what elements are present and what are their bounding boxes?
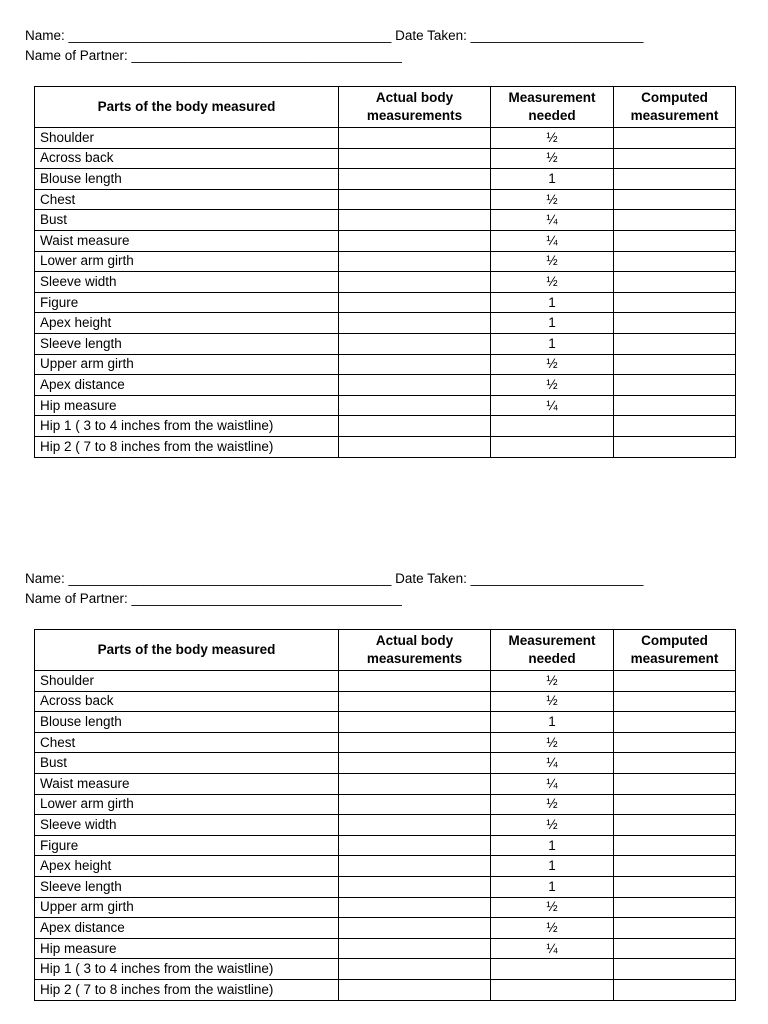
measurement-needed-value: ½ — [491, 671, 614, 692]
measurement-needed-value — [491, 979, 614, 1000]
table-row — [35, 918, 736, 939]
computed-measurement-cell[interactable] — [614, 671, 736, 692]
actual-measurement-cell[interactable] — [339, 732, 491, 753]
computed-measurement-cell[interactable] — [614, 313, 736, 334]
measurement-needed-value — [491, 959, 614, 980]
body-part-label: Apex distance — [35, 375, 339, 396]
table-row — [35, 835, 736, 856]
body-part-label: Hip 1 ( 3 to 4 inches from the waistline) — [35, 416, 339, 437]
table-row — [35, 815, 736, 836]
actual-measurement-cell[interactable] — [339, 313, 491, 334]
measurement-needed-value: 1 — [491, 835, 614, 856]
partner-line[interactable]: Name of Partner: ____________________________________ — [25, 48, 402, 63]
table-row — [35, 691, 736, 712]
actual-measurement-cell[interactable] — [339, 416, 491, 437]
body-part-label: Apex height — [35, 856, 339, 877]
body-part-label: Hip 2 ( 7 to 8 inches from the waistline) — [35, 979, 339, 1000]
actual-measurement-cell[interactable] — [339, 712, 491, 733]
col-header-computed: Computed measurement — [614, 87, 736, 128]
actual-measurement-cell[interactable] — [339, 938, 491, 959]
measurement-needed-value: ¼ — [491, 753, 614, 774]
computed-measurement-cell[interactable] — [614, 333, 736, 354]
computed-measurement-cell[interactable] — [614, 210, 736, 231]
measurement-needed-value: ½ — [491, 148, 614, 169]
table-row — [35, 169, 736, 190]
computed-measurement-cell[interactable] — [614, 712, 736, 733]
measurement-needed-value: ½ — [491, 691, 614, 712]
actual-measurement-cell[interactable] — [339, 897, 491, 918]
computed-measurement-cell[interactable] — [614, 169, 736, 190]
computed-measurement-cell[interactable] — [614, 938, 736, 959]
table-row — [35, 354, 736, 375]
col-header-parts: Parts of the body measured — [35, 630, 339, 671]
measurement-needed-value: ½ — [491, 375, 614, 396]
measurement-table — [34, 86, 736, 458]
computed-measurement-cell[interactable] — [614, 876, 736, 897]
name-date-line[interactable]: Name: ___________________________________________ Date Taken: _______________________ — [25, 28, 644, 43]
partner-line[interactable]: Name of Partner: ____________________________________ — [25, 591, 402, 606]
table-row — [35, 979, 736, 1000]
actual-measurement-cell[interactable] — [339, 691, 491, 712]
table-row — [35, 938, 736, 959]
body-part-label: Chest — [35, 189, 339, 210]
col-header-actual: Actual body measurements — [339, 87, 491, 128]
computed-measurement-cell[interactable] — [614, 794, 736, 815]
col-header-parts: Parts of the body measured — [35, 87, 339, 128]
computed-measurement-cell[interactable] — [614, 753, 736, 774]
body-part-label: Figure — [35, 835, 339, 856]
col-header-computed: Computed measurement — [614, 630, 736, 671]
computed-measurement-cell[interactable] — [614, 416, 736, 437]
actual-measurement-cell[interactable] — [339, 354, 491, 375]
computed-measurement-cell[interactable] — [614, 436, 736, 457]
table-row — [35, 436, 736, 457]
body-part-label: Upper arm girth — [35, 354, 339, 375]
body-part-label: Sleeve width — [35, 815, 339, 836]
computed-measurement-cell[interactable] — [614, 897, 736, 918]
table-row — [35, 375, 736, 396]
body-part-label: Across back — [35, 148, 339, 169]
measurement-needed-value: ½ — [491, 189, 614, 210]
body-part-label: Sleeve width — [35, 272, 339, 293]
table-header-row — [35, 630, 736, 671]
computed-measurement-cell[interactable] — [614, 128, 736, 149]
measurement-needed-value: 1 — [491, 313, 614, 334]
table-row — [35, 292, 736, 313]
actual-measurement-cell[interactable] — [339, 395, 491, 416]
measurement-needed-value: ¼ — [491, 230, 614, 251]
name-date-line[interactable]: Name: ___________________________________________ Date Taken: _______________________ — [25, 571, 644, 586]
table-header-row — [35, 87, 736, 128]
actual-measurement-cell[interactable] — [339, 671, 491, 692]
actual-measurement-cell[interactable] — [339, 773, 491, 794]
body-part-label: Hip measure — [35, 395, 339, 416]
computed-measurement-cell[interactable] — [614, 354, 736, 375]
body-part-label: Waist measure — [35, 773, 339, 794]
actual-measurement-cell[interactable] — [339, 128, 491, 149]
measurement-needed-value: 1 — [491, 333, 614, 354]
body-part-label: Sleeve length — [35, 333, 339, 354]
table-row — [35, 753, 736, 774]
body-part-label: Hip measure — [35, 938, 339, 959]
measurement-needed-value: ½ — [491, 918, 614, 939]
table-row — [35, 876, 736, 897]
computed-measurement-cell[interactable] — [614, 375, 736, 396]
actual-measurement-cell[interactable] — [339, 292, 491, 313]
body-part-label: Upper arm girth — [35, 897, 339, 918]
measurement-needed-value: ½ — [491, 251, 614, 272]
table-body — [35, 128, 736, 458]
table-row — [35, 210, 736, 231]
computed-measurement-cell[interactable] — [614, 856, 736, 877]
actual-measurement-cell[interactable] — [339, 169, 491, 190]
computed-measurement-cell[interactable] — [614, 773, 736, 794]
measurement-needed-value: ½ — [491, 272, 614, 293]
measurement-needed-value: 1 — [491, 856, 614, 877]
body-part-label: Bust — [35, 753, 339, 774]
actual-measurement-cell[interactable] — [339, 148, 491, 169]
measurement-needed-value: ¼ — [491, 773, 614, 794]
body-part-label: Apex distance — [35, 918, 339, 939]
computed-measurement-cell[interactable] — [614, 148, 736, 169]
measurement-needed-value — [491, 416, 614, 437]
body-part-label: Lower arm girth — [35, 251, 339, 272]
actual-measurement-cell[interactable] — [339, 979, 491, 1000]
computed-measurement-cell[interactable] — [614, 230, 736, 251]
computed-measurement-cell[interactable] — [614, 835, 736, 856]
actual-measurement-cell[interactable] — [339, 959, 491, 980]
body-part-label: Across back — [35, 691, 339, 712]
computed-measurement-cell[interactable] — [614, 979, 736, 1000]
actual-measurement-cell[interactable] — [339, 189, 491, 210]
table-row — [35, 128, 736, 149]
body-part-label: Lower arm girth — [35, 794, 339, 815]
table-row — [35, 395, 736, 416]
computed-measurement-cell[interactable] — [614, 918, 736, 939]
table-row — [35, 671, 736, 692]
actual-measurement-cell[interactable] — [339, 835, 491, 856]
measurement-form-2 — [0, 543, 768, 1003]
measurement-needed-value: ¼ — [491, 938, 614, 959]
measurement-needed-value — [491, 436, 614, 457]
measurement-needed-value: ½ — [491, 732, 614, 753]
computed-measurement-cell[interactable] — [614, 272, 736, 293]
computed-measurement-cell[interactable] — [614, 395, 736, 416]
computed-measurement-cell[interactable] — [614, 815, 736, 836]
actual-measurement-cell[interactable] — [339, 272, 491, 293]
table-row — [35, 251, 736, 272]
body-part-label: Figure — [35, 292, 339, 313]
computed-measurement-cell[interactable] — [614, 959, 736, 980]
col-header-needed: Measurement needed — [491, 87, 614, 128]
table-row — [35, 230, 736, 251]
table-row — [35, 148, 736, 169]
col-header-actual: Actual body measurements — [339, 630, 491, 671]
computed-measurement-cell[interactable] — [614, 732, 736, 753]
body-part-label: Hip 1 ( 3 to 4 inches from the waistline) — [35, 959, 339, 980]
measurement-needed-value: 1 — [491, 292, 614, 313]
table-row — [35, 856, 736, 877]
actual-measurement-cell[interactable] — [339, 436, 491, 457]
actual-measurement-cell[interactable] — [339, 333, 491, 354]
table-row — [35, 712, 736, 733]
measurement-needed-value: ½ — [491, 128, 614, 149]
measurement-needed-value: 1 — [491, 876, 614, 897]
body-part-label: Blouse length — [35, 169, 339, 190]
actual-measurement-cell[interactable] — [339, 375, 491, 396]
body-part-label: Waist measure — [35, 230, 339, 251]
actual-measurement-cell[interactable] — [339, 815, 491, 836]
computed-measurement-cell[interactable] — [614, 292, 736, 313]
table-row — [35, 333, 736, 354]
actual-measurement-cell[interactable] — [339, 794, 491, 815]
measurement-needed-value: ½ — [491, 815, 614, 836]
measurement-needed-value: ¼ — [491, 210, 614, 231]
body-part-label: Chest — [35, 732, 339, 753]
measurement-table — [34, 629, 736, 1001]
body-part-label: Hip 2 ( 7 to 8 inches from the waistline) — [35, 436, 339, 457]
table-body — [35, 671, 736, 1001]
computed-measurement-cell[interactable] — [614, 691, 736, 712]
measurement-needed-value: ½ — [491, 794, 614, 815]
col-header-needed: Measurement needed — [491, 630, 614, 671]
actual-measurement-cell[interactable] — [339, 918, 491, 939]
measurement-needed-value: ½ — [491, 897, 614, 918]
table-row — [35, 272, 736, 293]
table-row — [35, 313, 736, 334]
table-row — [35, 794, 736, 815]
body-part-label: Sleeve length — [35, 876, 339, 897]
actual-measurement-cell[interactable] — [339, 251, 491, 272]
measurement-needed-value: 1 — [491, 712, 614, 733]
body-part-label: Blouse length — [35, 712, 339, 733]
table-row — [35, 732, 736, 753]
computed-measurement-cell[interactable] — [614, 189, 736, 210]
table-row — [35, 959, 736, 980]
body-part-label: Shoulder — [35, 671, 339, 692]
actual-measurement-cell[interactable] — [339, 230, 491, 251]
actual-measurement-cell[interactable] — [339, 210, 491, 231]
actual-measurement-cell[interactable] — [339, 876, 491, 897]
table-row — [35, 416, 736, 437]
body-part-label: Bust — [35, 210, 339, 231]
measurement-needed-value: ½ — [491, 354, 614, 375]
actual-measurement-cell[interactable] — [339, 753, 491, 774]
measurement-form-1 — [0, 0, 768, 460]
body-part-label: Shoulder — [35, 128, 339, 149]
measurement-needed-value: 1 — [491, 169, 614, 190]
computed-measurement-cell[interactable] — [614, 251, 736, 272]
table-row — [35, 773, 736, 794]
body-part-label: Apex height — [35, 313, 339, 334]
actual-measurement-cell[interactable] — [339, 856, 491, 877]
measurement-needed-value: ¼ — [491, 395, 614, 416]
table-row — [35, 897, 736, 918]
table-row — [35, 189, 736, 210]
